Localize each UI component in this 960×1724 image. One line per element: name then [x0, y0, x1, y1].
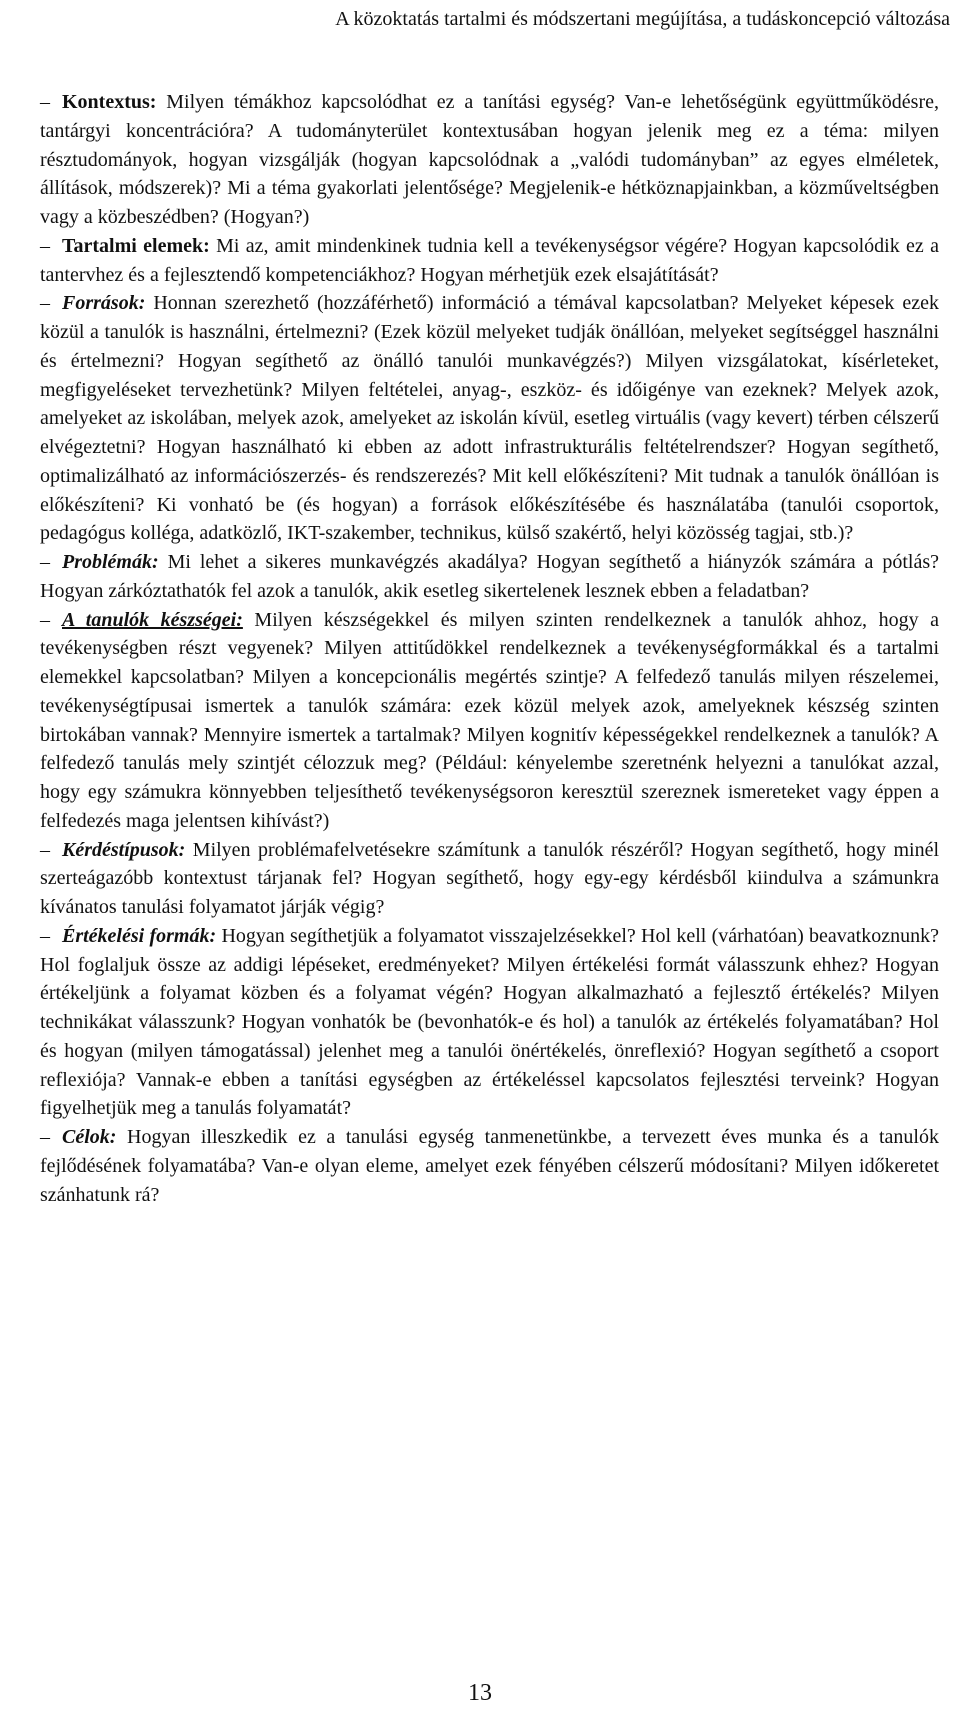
section-heading: Célok:: [62, 1126, 117, 1148]
section-heading: A tanulók készségei:: [62, 608, 243, 631]
section-ertekelesi-formak: [7, 922, 939, 1123]
running-header: A közoktatás tartalmi és módszertani megújítása, a tudáskoncepció változása: [335, 8, 950, 30]
list-dash: –: [40, 1126, 50, 1148]
list-dash: –: [40, 838, 50, 861]
list-dash: –: [40, 551, 50, 573]
list-dash: –: [40, 91, 50, 113]
section-kerdestipusok: [7, 836, 939, 922]
section-text: Honnan szerezhető (hozzáférhető) információ a témával kapcsolatban? Melyeket képesek ezek közül a tanulók is használni, értelmezni? (Ezek közül melyeket tudják önállóan, melyeket segítséggel használni és értelmezni? Hogyan segíthető az önálló tanulói munkavégzés?) Milyen vizsgálatokat, kísérleteket, megfigyeléseket tervezhetünk? Milyen feltételei, anyag-, eszköz- és időigénye van ezeknek? Melyek azok, amelyeket az iskolában, melyek azok, amelyeket az iskolán kívül, esetleg virtuális (vagy kevert) térben célszerű elvégeztetni? Hogyan használható ki ebben az adott infrastrukturális feltételrendszer? Hogyan segíthető, optimalizálható az információszerzés- és rendszerezés? Mit kell előkészíteni? Mit tudnak a tanulók önállóan is előkészíteni? Ki vonható be (és hogyan) a források előkészítésébe és használatába (tanulói csoportok, pedagógus kolléga, adatközlő, IKT-szakember, technikus, külső szakértő, helyi közösség tagjai, stb.)?: [40, 292, 939, 545]
section-heading: Kontextus:: [62, 91, 157, 113]
list-dash: –: [40, 608, 50, 631]
section-text: Hogyan illeszkedik ez a tanulási egység tanmenetünkbe, a tervezett éves munka és a tanulók fejlődésének folyamatába? Van-e olyan eleme, amelyet ezek fényében célszerű módosítani? Milyen időkeretet szánhatunk rá?: [40, 1126, 939, 1206]
section-heading: Értékelési formák:: [62, 924, 217, 947]
section-text: Mi az, amit mindenkinek tudnia kell a tevékenységsor végére? Hogyan kapcsolódik ez a tantervhez és a fejlesztendő kompetenciákhoz? Hogyan mérhetjük ezek elsajátítását?: [40, 234, 940, 286]
section-text: Milyen készségekkel és milyen szinten rendelkeznek a tanulók ahhoz, hogy a tevékenységben részt vegyenek? Milyen attitűdökkel rendelkeznek a tevékenységformákkal és a tartalmi elemekkel kapcsolatban? Milyen a koncepcionális megértés szintje? A felfedező tanulás milyen részelemei, tevékenységtípusai ismertek a tanulók számára: ezek közül melyek azok, amelyeknek készség szinten birtokában vannak? Mennyire ismertek a tartalmak? Milyen kognitív képességekkel rendelkeznek a tanulók? A felfedező tanulás mely szintjét célozzuk meg? (Például: kényelembe szeretnénk helyezni a tanulókat azzal, hogy egy számukra könnyebben teljesíthető tevékenységsoron keresztül szereznek ismereteket vagy éppen a felfedezés maga jelentsen kihívást?): [40, 608, 939, 832]
section-tanulok-keszsegei: [7, 606, 939, 836]
list-dash: –: [40, 292, 50, 315]
section-text: Milyen problémafelvetésekre számítunk a tanulók részéről? Hogyan segíthető, hogy minél szerteágazóbb kontextust tárjanak fel? Hogyan segíthető, hogy egy-egy kérdésből kiindulva a számunkra kívánatos tanulási folyamatot járják végig?: [40, 838, 939, 918]
document-body: [7, 88, 939, 1209]
section-tartalmi-elemek: [7, 232, 939, 290]
section-heading: Források:: [62, 292, 146, 315]
section-text: Mi lehet a sikeres munkavégzés akadálya? Hogyan segíthető a hiányzók számára a pótlás? Hogyan zárkóztathatók fel azok a tanulók, akik esetleg sikertelenek lesznek ebben a feladatban?: [40, 551, 939, 602]
section-heading: Kérdéstípusok:: [62, 838, 186, 861]
section-forrasok: [7, 289, 939, 548]
section-celok: [7, 1123, 939, 1209]
section-heading: Problémák:: [62, 551, 159, 573]
section-text: Hogyan segíthetjük a folyamatot visszajelzésekkel? Hol kell (várhatóan) beavatkoznunk? Hol foglaljuk össze az addigi lépéseket, eredményeket? Milyen értékelési formát válasszunk ehhez? Hogyan értékeljünk a folyamat közben és a folyamat végén? Hogyan alkalmazható a fejlesztő értékelés? Milyen technikákat válasszunk? Hogyan vonhatók be (bevonhatók-e és hol) a tanulók az értékelés folyamatában? Hol és hogyan (milyen támogatással) jelenhet meg a tanulói önértékelés, önreflexió? Hogyan segíthető a csoport reflexiója? Vannak-e ebben a tanítási egységben az értékeléssel kapcsolatos fejlesztési terveink? Hogyan figyelhetjük meg a tanulás folyamatát?: [40, 924, 939, 1120]
list-dash: –: [40, 234, 50, 257]
section-kontextus: [7, 88, 939, 232]
list-dash: –: [40, 924, 50, 947]
section-heading: Tartalmi elemek:: [62, 234, 210, 257]
section-problemak: [7, 548, 939, 606]
section-text: Milyen témákhoz kapcsolódhat ez a tanítási egység? Van-e lehetőségünk együttműködésre, tantárgyi koncentrációra? A tudományterület kontextusában hogyan jelenik meg ez a téma: milyen résztudományok, hogyan vizsgálják (hogyan kapcsolódnak a „valódi tudományban” az egyes elméletek, állítások, módszerek)? Mi a téma gyakorlati jelentősége? Megjelenik-e hétköznapjainkban, a közműveltségben vagy a közbeszédben? (Hogyan?): [40, 91, 939, 228]
page-number: 13: [468, 1680, 492, 1706]
